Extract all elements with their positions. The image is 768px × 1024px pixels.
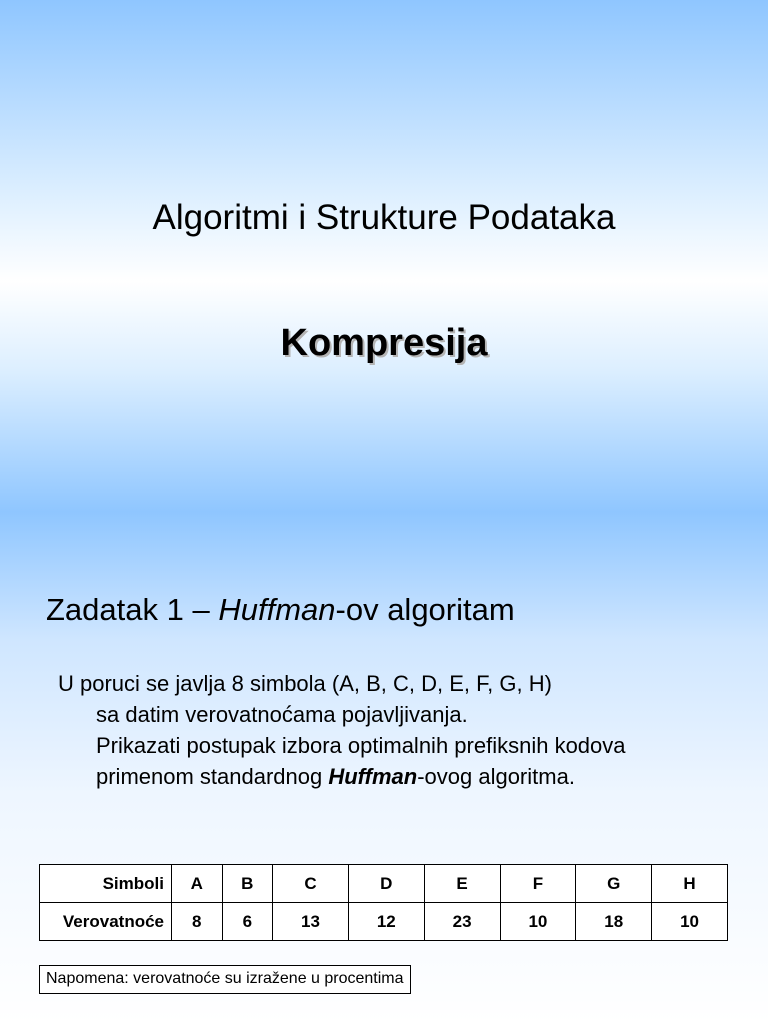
- symbol-cell: G: [576, 865, 652, 903]
- probability-cell: 12: [348, 903, 424, 941]
- probability-cell: 10: [652, 903, 728, 941]
- task-description: [58, 668, 626, 792]
- task-title-emphasis: Huffman: [218, 592, 336, 627]
- task-line-1: U poruci se javlja 8 simbola (A, B, C, D, E, F, G, H): [58, 671, 552, 696]
- probability-cell: 8: [172, 903, 223, 941]
- task-line-4-prefix: primenom standardnog: [96, 764, 329, 789]
- task-line-2: sa datim verovatnoćama pojavljivanja.: [96, 702, 468, 727]
- task-title-suffix: -ov algoritam: [335, 592, 515, 627]
- task-line-4: [58, 761, 626, 792]
- task-line-3: Prikazati postupak izbora optimalnih prefiksnih kodova: [96, 733, 626, 758]
- symbol-cell: A: [172, 865, 223, 903]
- task-slide: [0, 512, 768, 1024]
- probability-table: [39, 864, 728, 941]
- symbol-cell: D: [348, 865, 424, 903]
- task-line-4-emphasis: Huffman: [328, 764, 418, 789]
- probabilities-row-label: Verovatnoće: [40, 903, 172, 941]
- main-title: Kompresija: [280, 322, 488, 364]
- probability-cell: 13: [273, 903, 349, 941]
- course-title: Algoritmi i Strukture Podataka: [152, 198, 616, 237]
- symbol-cell: H: [652, 865, 728, 903]
- probabilities-row: [40, 903, 728, 941]
- probability-cell: 23: [424, 903, 500, 941]
- probability-cell: 18: [576, 903, 652, 941]
- symbol-cell: E: [424, 865, 500, 903]
- note-box: Napomena: verovatnoće su izražene u procentima: [39, 965, 411, 994]
- symbols-row-label: Simboli: [40, 865, 172, 903]
- probability-cell: 6: [222, 903, 273, 941]
- symbol-cell: F: [500, 865, 576, 903]
- symbol-cell: B: [222, 865, 273, 903]
- probability-cell: 10: [500, 903, 576, 941]
- symbol-cell: C: [273, 865, 349, 903]
- symbols-row: [40, 865, 728, 903]
- task-title-prefix: Zadatak 1 –: [46, 592, 219, 627]
- task-title: [46, 592, 515, 628]
- task-line-4-suffix: -ovog algoritma.: [417, 764, 575, 789]
